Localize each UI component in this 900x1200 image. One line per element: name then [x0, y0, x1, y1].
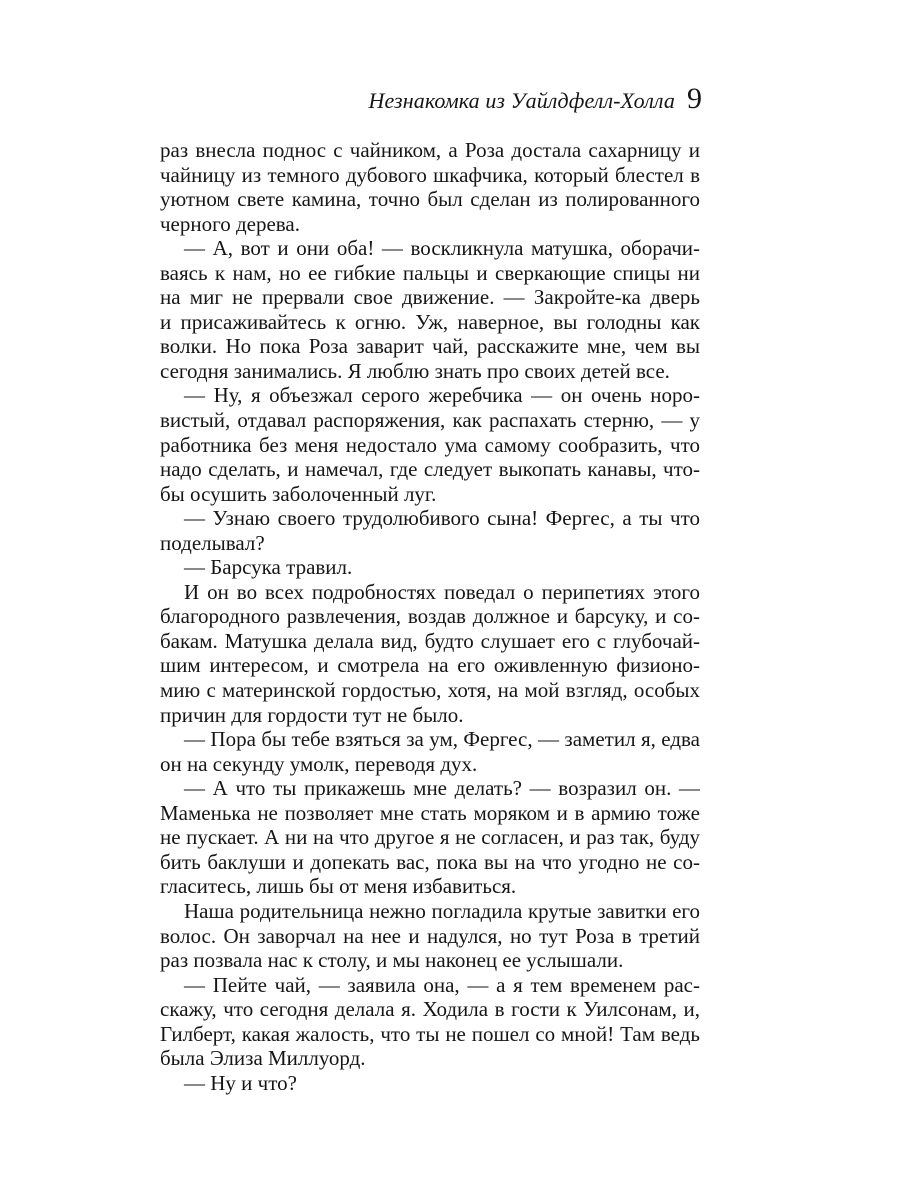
text-line: была Элиза Миллуорд. [160, 1046, 366, 1071]
text-line: надо сделать, и намечал, где следует выкопать канавы, что- [160, 457, 700, 482]
text-line: И он во всех подробностях поведал о перипетиях этого [184, 579, 700, 604]
text-line: вистый, отдавал распоряжения, как распахать стерню, — у [160, 408, 700, 433]
text-line: благородного развлечения, воздав должное и барсуку, и со- [160, 604, 700, 629]
text-line: раз внесла поднос с чайником, а Роза достала сахарницу и [160, 138, 700, 162]
text-line: — А что ты прикажешь мне делать? — возразил он. — [184, 776, 700, 801]
text-line: ваясь к нам, но ее гибкие пальцы и сверкающие спицы ни [160, 260, 700, 285]
text-line: черного дерева. [160, 211, 300, 236]
text-line: уютном свете камина, точно был сделан из полированного [160, 187, 700, 212]
text-line: — Барсука травил. [184, 555, 353, 580]
running-header [368, 84, 702, 124]
paragraph [160, 555, 700, 580]
paragraph [160, 727, 700, 776]
text-line: бакам. Матушка делала вид, будто слушает его с глубочай- [160, 628, 700, 653]
text-line: шим интересом, и смотрела на его оживленную физионо- [160, 653, 700, 678]
text-line: раз позвала нас к столу, и мы наконец ее услышали. [160, 948, 624, 973]
text-line: работника без меня недостало ума самому сообразить, что [160, 432, 700, 457]
text-line: бить баклуши и допекать вас, пока вы на что угодно не со- [160, 849, 700, 874]
text-line: чайницу из темного дубового шкафчика, который блестел в [160, 162, 700, 187]
paragraph [160, 580, 700, 727]
text-line: причин для гордости тут не было. [160, 702, 464, 727]
paragraph [160, 383, 700, 506]
text-line: Гилберт, какая жалость, что ты не пошел со мной! Там ведь [160, 1021, 700, 1046]
page-number: 9 [687, 82, 702, 115]
text-line: мию с материнской гордостью, хотя, на мой взгляд, особых [160, 678, 700, 703]
text-line: и присаживайтесь к огню. Уж, наверное, вы голодны как [160, 309, 700, 334]
paragraph [160, 899, 700, 973]
text-line: сегодня занимались. Я люблю знать про своих детей все. [160, 358, 670, 383]
body-text [160, 138, 700, 1095]
paragraph [160, 1071, 700, 1096]
text-line: поделывал? [160, 530, 265, 555]
paragraph [160, 236, 700, 383]
text-line: Наша родительница нежно погладила крутые завитки его [184, 898, 700, 923]
text-line: бы осушить заболоченный луг. [160, 481, 437, 506]
text-line: — А, вот и они оба! — воскликнула матушка, оборачи- [184, 236, 700, 261]
text-line: — Ну, я объезжал серого жеребчика — он очень норо- [184, 383, 700, 408]
paragraph [160, 776, 700, 899]
text-line: скажу, что сегодня делала я. Ходила в гости к Уилсонам, и, [160, 997, 700, 1022]
running-title: Незнакомка из Уайлдфелл-Холла [368, 88, 675, 113]
text-line: — Ну и что? [184, 1070, 297, 1095]
text-line: волос. Он заворчал на нее и надулся, но тут Роза в третий [160, 923, 700, 948]
text-line: он на секунду умолк, переводя дух. [160, 751, 478, 776]
paragraph [160, 506, 700, 555]
paragraph [160, 973, 700, 1071]
text-line: волки. Но пока Роза заварит чай, расскажите мне, чем вы [160, 334, 700, 359]
text-line: — Узнаю своего трудолюбивого сына! Фергес, а ты что [184, 506, 700, 531]
text-line: — Пора бы тебе взяться за ум, Фергес, — заметил я, едва [184, 727, 700, 752]
text-line: на миг не прервали свое движение. — Закройте-ка дверь [160, 285, 700, 310]
paragraph [160, 138, 700, 236]
text-line: не пускает. А ни на что другое я не согласен, и раз так, буду [160, 825, 700, 850]
text-line: — Пейте чай, — заявила она, — а я тем временем рас- [184, 972, 700, 997]
text-line: Маменька не позволяет мне стать моряком и в армию тоже [160, 800, 700, 825]
text-line: гласитесь, лишь бы от меня избавиться. [160, 874, 517, 899]
